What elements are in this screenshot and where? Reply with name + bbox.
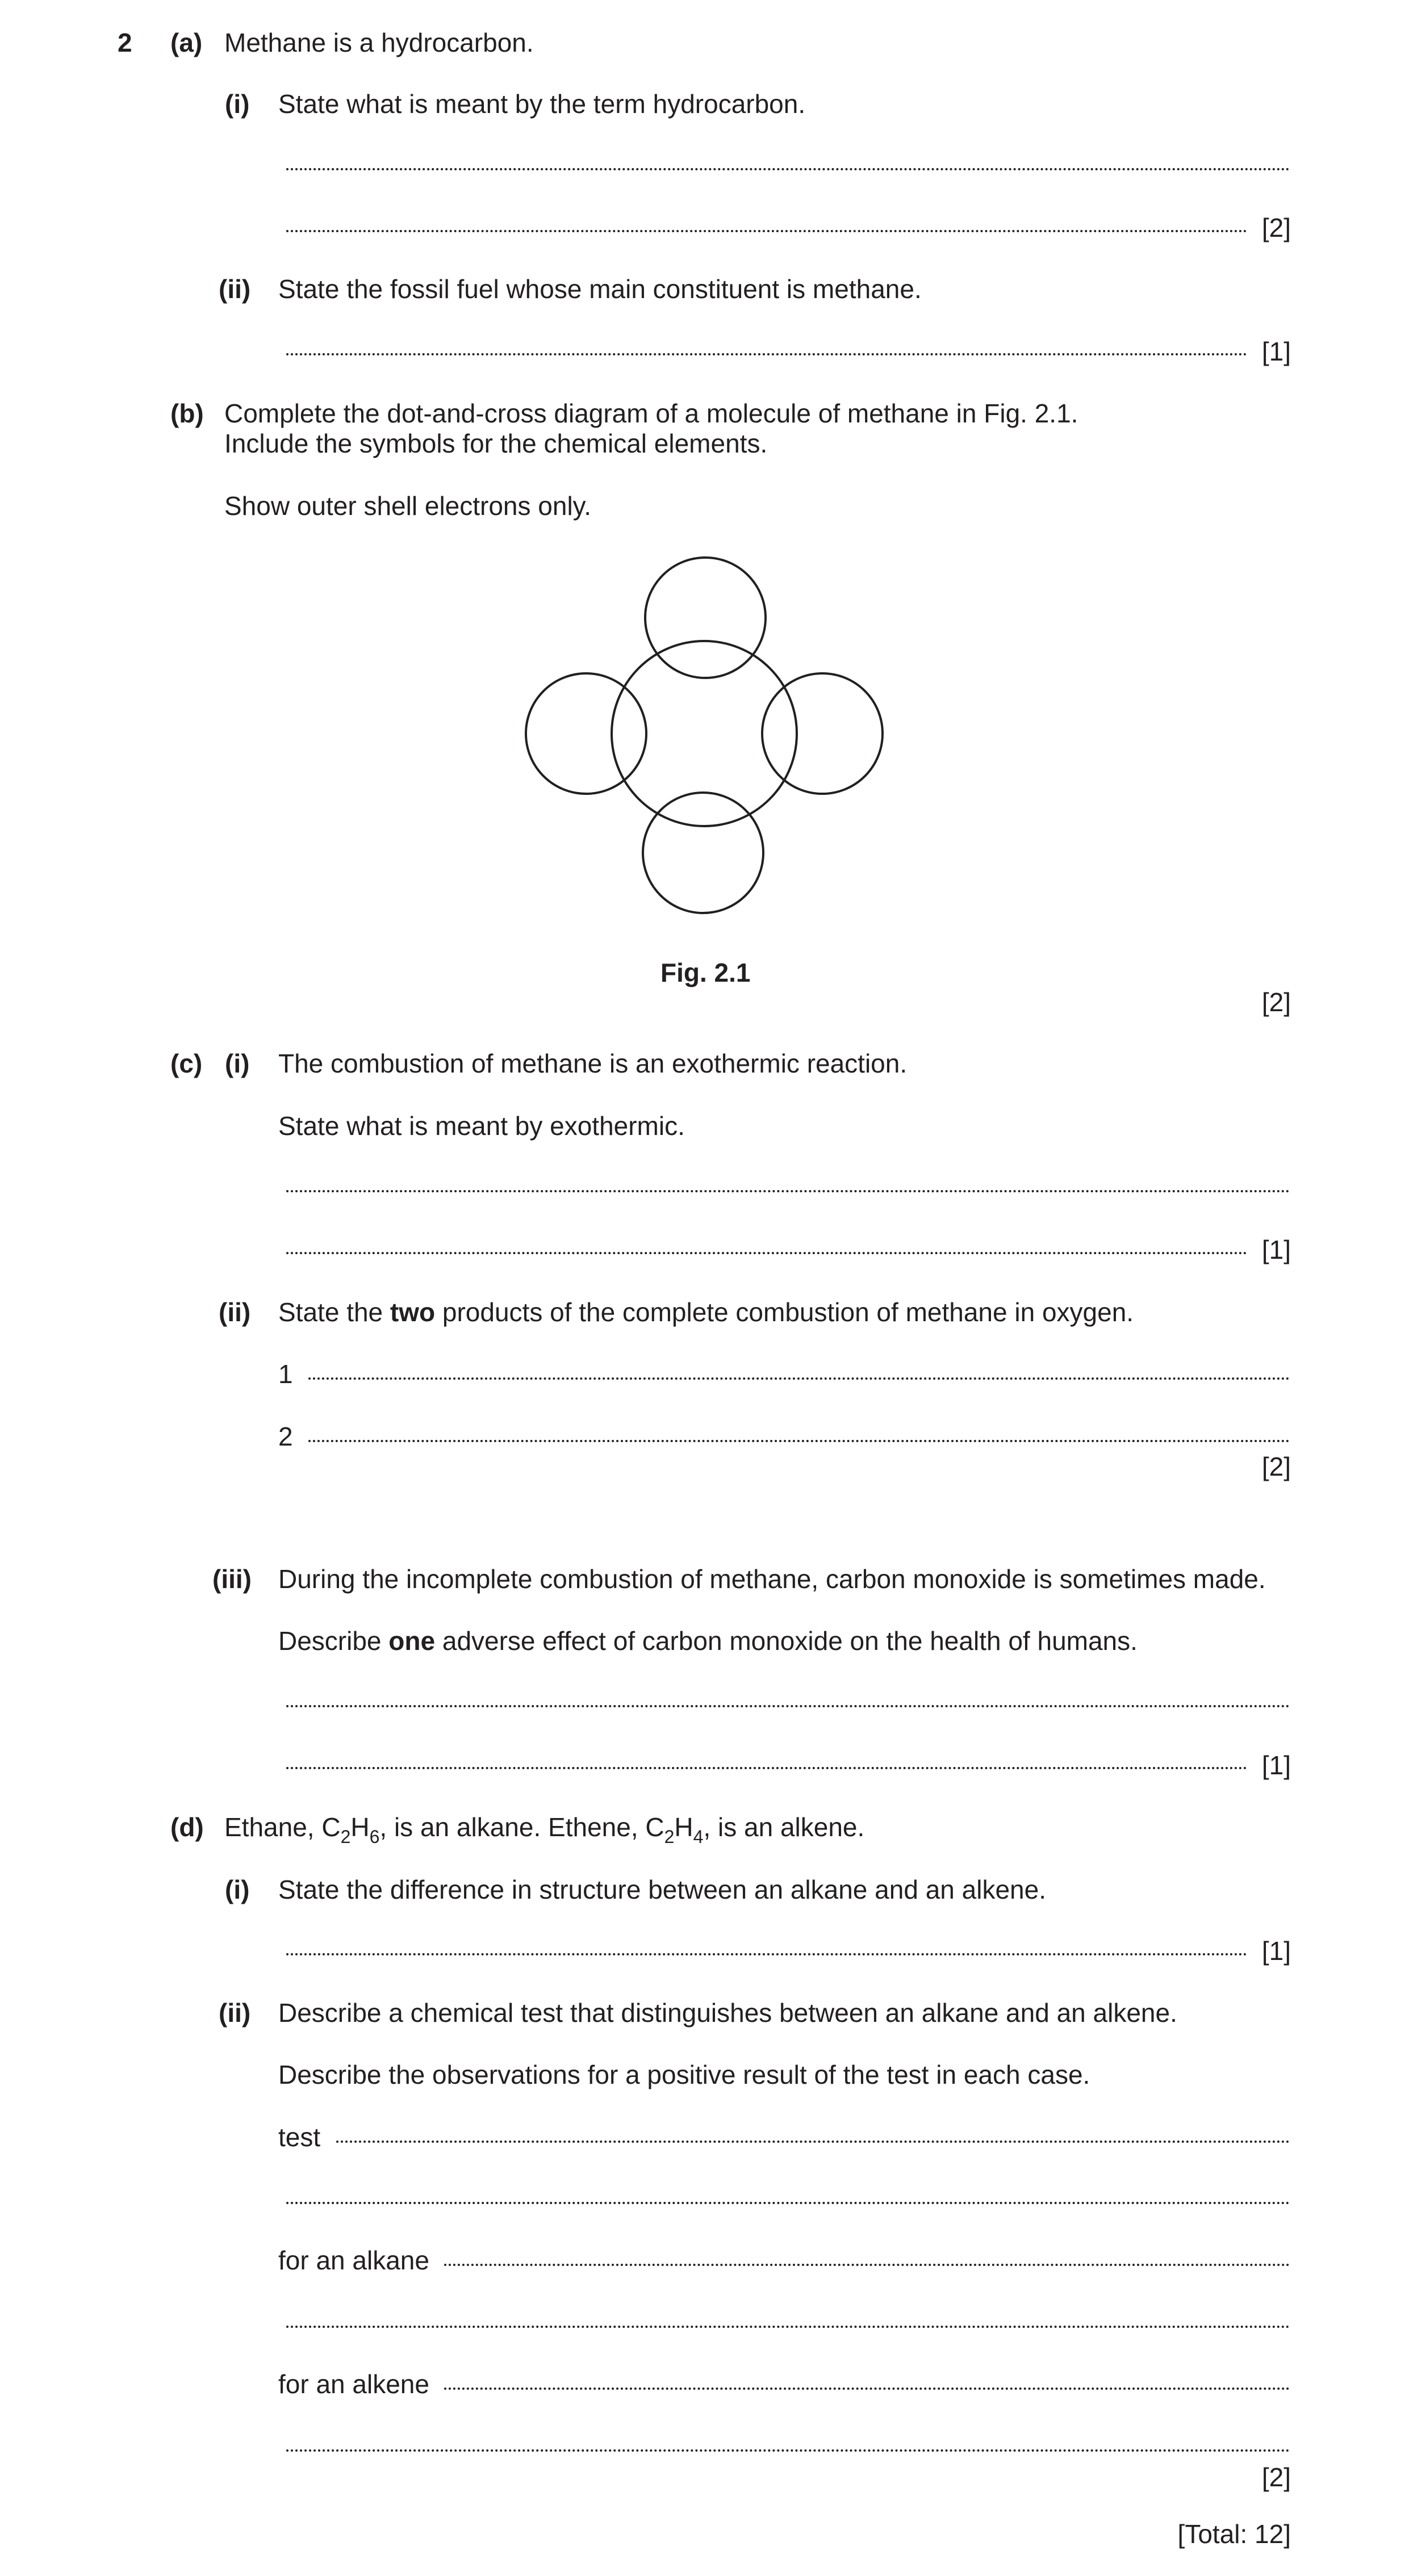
part-c-iii-prompt: Describe one adverse effect of carbon monoxide on the health of humans. — [278, 1626, 1138, 1656]
mark-allocation: [1] — [1261, 1936, 1291, 1966]
answer-line[interactable] — [308, 1440, 1290, 1442]
part-c-iii-text: During the incomplete combustion of methane, carbon monoxide is sometimes made. — [278, 1564, 1266, 1594]
part-d-i-text: State the difference in structure between an alkane and an alkene. — [278, 1875, 1046, 1904]
part-d-ii-label: (ii) — [219, 1998, 251, 2028]
part-c-i-label: (i) — [225, 1049, 250, 1078]
part-a-label: (a) — [170, 28, 203, 57]
mark-allocation: [2] — [1261, 2462, 1291, 2492]
mark-allocation: [2] — [1261, 987, 1291, 1017]
answer-line[interactable] — [444, 2264, 1290, 2266]
figure-caption: Fig. 2.1 — [660, 958, 751, 987]
part-d-ii-prompt: Describe the observations for a positive result of the test in each case. — [278, 2060, 1090, 2089]
part-d-label: (d) — [170, 1812, 204, 1842]
answer-line[interactable] — [286, 2326, 1290, 2328]
answer-line[interactable] — [444, 2387, 1290, 2390]
part-b-line-2: Include the symbols for the chemical elements. — [224, 429, 768, 458]
part-b-line-3: Show outer shell electrons only. — [224, 491, 592, 521]
hydrogen-shell-left[interactable] — [526, 673, 646, 794]
answer-line[interactable] — [286, 1953, 1247, 1955]
part-c-i-prompt: State what is meant by exothermic. — [278, 1111, 685, 1141]
part-a-i-text: State what is meant by the term hydrocarbon. — [278, 89, 806, 119]
answer-line[interactable] — [308, 1377, 1290, 1380]
central-atom-shell[interactable] — [612, 641, 797, 826]
part-a-stem: Methane is a hydrocarbon. — [224, 28, 534, 57]
answer-line[interactable] — [286, 2202, 1290, 2204]
part-c-i-text: The combustion of methane is an exothermic reaction. — [278, 1049, 908, 1078]
part-c-ii-text: State the two products of the complete combustion of methane in oxygen. — [278, 1297, 1134, 1327]
hydrogen-shell-right[interactable] — [762, 673, 883, 794]
answer-line[interactable] — [286, 1252, 1247, 1254]
answer-line[interactable] — [286, 1705, 1290, 1707]
alkane-label: for an alkane — [278, 2246, 429, 2275]
part-c-iii-label: (iii) — [212, 1564, 252, 1594]
part-d-stem: Ethane, $C_2H_6$, is an alkane. Ethene, $C_2H_4$, is an alkene. — [224, 1812, 865, 1847]
part-c-ii-label: (ii) — [219, 1297, 251, 1327]
hydrogen-shell-top[interactable] — [645, 558, 766, 678]
answer-line[interactable] — [286, 1767, 1247, 1769]
part-d-ii-text: Describe a chemical test that distinguishes between an alkane and an alkene. — [278, 1998, 1177, 2028]
answer-number-1: 1 — [278, 1359, 293, 1389]
mark-allocation: [1] — [1261, 337, 1291, 366]
answer-number-2: 2 — [278, 1422, 293, 1451]
total-marks: [Total: 12] — [1177, 2519, 1291, 2549]
answer-line[interactable] — [286, 1190, 1290, 1192]
test-label: test — [278, 2122, 321, 2152]
hydrogen-shell-bottom[interactable] — [643, 793, 763, 913]
part-a-ii-label: (ii) — [219, 274, 251, 304]
alkene-label: for an alkene — [278, 2369, 429, 2399]
mark-allocation: [2] — [1261, 1452, 1291, 1481]
mark-allocation: [1] — [1261, 1235, 1291, 1264]
part-d-i-label: (i) — [225, 1875, 250, 1904]
part-b-label: (b) — [170, 399, 204, 428]
mark-allocation: [1] — [1261, 1750, 1291, 1780]
part-a-i-label: (i) — [225, 89, 250, 119]
part-c-label: (c) — [170, 1049, 203, 1078]
part-a-ii-text: State the fossil fuel whose main constituent is methane. — [278, 274, 922, 304]
mark-allocation: [2] — [1261, 213, 1291, 242]
part-b-line-1: Complete the dot-and-cross diagram of a molecule of methane in Fig. 2.1. — [224, 399, 1078, 428]
answer-line[interactable] — [286, 2449, 1290, 2452]
answer-line[interactable] — [336, 2141, 1290, 2143]
question-number: 2 — [118, 28, 132, 57]
